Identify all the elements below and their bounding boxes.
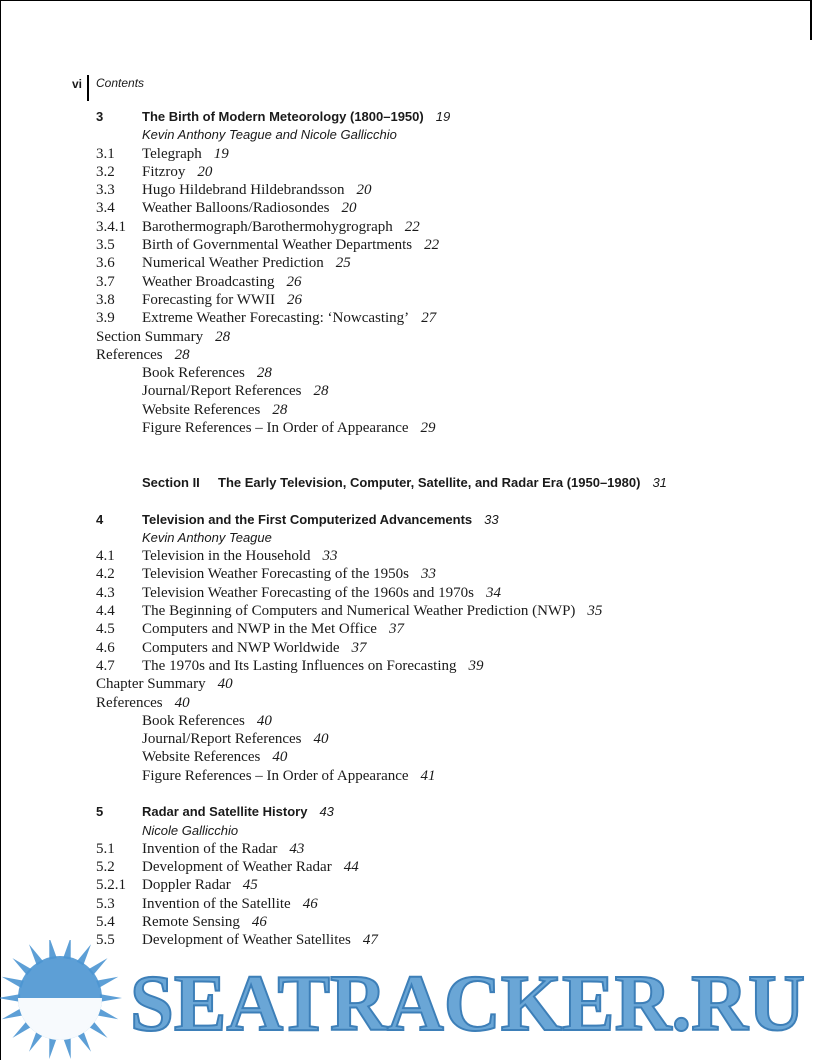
toc-reference-item <box>96 382 796 400</box>
entry-title: Figure References – In Order of Appearance <box>142 420 409 437</box>
toc-reference-item <box>96 712 796 730</box>
section-number: 4.2 <box>96 566 115 583</box>
header-rule <box>87 75 89 101</box>
entry-title: The Beginning of Computers and Numerical Weather Prediction (NWP) <box>142 603 576 620</box>
section-number: 4.4 <box>96 603 115 620</box>
entry-title: Website References <box>142 749 261 766</box>
entry-page: 40 <box>272 749 288 766</box>
chapter4-sections <box>96 547 796 675</box>
section-number: 3.1 <box>96 145 115 162</box>
entry-page: 34 <box>485 584 501 601</box>
chapter-page: 19 <box>435 109 451 124</box>
toc-section-entry <box>96 236 796 254</box>
entry-page: 40 <box>313 731 329 748</box>
section-number: 4.3 <box>96 584 115 601</box>
section-number: 4.7 <box>96 657 115 674</box>
authors-text: Nicole Gallicchio <box>142 822 239 838</box>
entry-page: 40 <box>256 712 272 729</box>
section-summary-entry <box>96 328 796 346</box>
toc-section-entry <box>96 584 796 602</box>
section-number: 3.4 <box>96 200 115 217</box>
entry-title: Forecasting for WWII <box>142 291 276 308</box>
entry-page: 25 <box>335 255 351 272</box>
entry-title: Television Weather Forecasting of the 1960s and 1970s <box>142 584 474 601</box>
chapter-authors <box>96 529 796 547</box>
part-label: Section II <box>142 474 200 490</box>
chapter-title: Television and the First Computerized Advancements <box>142 511 473 527</box>
entry-page: 20 <box>197 163 213 180</box>
entry-page: 37 <box>351 639 367 656</box>
section-number: 3.3 <box>96 182 115 199</box>
entry-page: 22 <box>404 218 420 235</box>
entry-page: 46 <box>251 914 267 931</box>
entry-page: 33 <box>322 548 338 565</box>
entry-page: 44 <box>343 859 359 876</box>
toc-section-entry <box>96 639 796 657</box>
entry-title: Website References <box>142 401 261 418</box>
toc-section-entry <box>96 145 796 163</box>
toc-section-entry <box>96 858 796 876</box>
references-page: 28 <box>174 346 190 363</box>
chapter-heading <box>96 511 796 529</box>
references-entry <box>96 346 796 364</box>
toc-section-entry <box>96 547 796 565</box>
sun-ray <box>49 1037 57 1060</box>
entry-page: 20 <box>356 182 372 199</box>
entry-title: Development of Weather Radar <box>142 859 332 876</box>
toc-section-entry <box>96 895 796 913</box>
section-number: 3.9 <box>96 310 115 327</box>
entry-page: 28 <box>272 401 288 418</box>
entry-title: Figure References – In Order of Appearance <box>142 767 409 784</box>
entry-title: The 1970s and Its Lasting Influences on Forecasting <box>142 657 457 674</box>
entry-page: 26 <box>287 291 303 308</box>
entry-title: Television in the Household <box>142 548 311 565</box>
entry-page: 26 <box>286 273 302 290</box>
entry-page: 35 <box>587 603 603 620</box>
entry-title: Journal/Report References <box>142 731 302 748</box>
section-number: 4.5 <box>96 621 115 638</box>
entry-page: 39 <box>468 657 484 674</box>
chapter-number: 5 <box>96 804 104 820</box>
toc-section-entry <box>96 273 796 291</box>
toc-section-entry <box>96 602 796 620</box>
chapter-authors <box>96 822 796 840</box>
authors-text: Kevin Anthony Teague and Nicole Gallicchio <box>142 127 397 143</box>
entry-page: 19 <box>213 145 229 162</box>
chapter-heading <box>96 803 796 821</box>
entry-page: 20 <box>341 200 357 217</box>
entry-page: 45 <box>242 877 258 894</box>
entry-title: Barothermograph/Barothermohygrograph <box>142 218 393 235</box>
entry-title: Journal/Report References <box>142 383 302 400</box>
section-number: 3.7 <box>96 273 115 290</box>
summary-title: Section Summary <box>96 328 204 345</box>
entry-title: Weather Balloons/Radiosondes <box>142 200 330 217</box>
toc-section-entry <box>96 876 796 894</box>
toc-reference-item <box>96 364 796 382</box>
toc-section-entry <box>96 291 796 309</box>
sun-logo-icon <box>0 940 122 1059</box>
section-number: 5.2 <box>96 859 115 876</box>
watermark <box>0 940 817 1060</box>
entry-page: 43 <box>289 840 305 857</box>
chapter3-reference-items <box>96 364 796 437</box>
section-number: 5.3 <box>96 895 115 912</box>
section-number: 3.8 <box>96 291 115 308</box>
entry-title: Doppler Radar <box>142 877 231 894</box>
toc-reference-item <box>96 748 796 766</box>
page-number: vi <box>72 77 83 91</box>
chapter5-sections <box>96 840 796 950</box>
section-number: 3.4.1 <box>96 218 126 235</box>
authors-text: Kevin Anthony Teague <box>142 529 272 545</box>
toc-section-entry <box>96 657 796 675</box>
section-number: 3.6 <box>96 255 115 272</box>
toc-section-entry <box>96 218 796 236</box>
entry-title: Telegraph <box>142 145 202 162</box>
entry-title: Hugo Hildebrand Hildebrandsson <box>142 182 345 199</box>
entry-title: Invention of the Radar <box>142 840 278 857</box>
toc-section-entry <box>96 199 796 217</box>
chapter-title: Radar and Satellite History <box>142 804 308 820</box>
summary-page: 40 <box>217 676 233 693</box>
entry-page: 46 <box>302 895 318 912</box>
summary-page: 28 <box>215 328 231 345</box>
entry-page: 28 <box>256 365 272 382</box>
entry-title: Book References <box>142 365 245 382</box>
toc-section-entry <box>96 840 796 858</box>
entry-page: 29 <box>420 420 436 437</box>
toc-reference-item <box>96 730 796 748</box>
toc-section-entry <box>96 163 796 181</box>
references-title: References <box>96 694 163 711</box>
toc-section-entry <box>96 620 796 638</box>
entry-title: Numerical Weather Prediction <box>142 255 324 272</box>
part-heading <box>96 474 796 492</box>
section-number: 4.6 <box>96 639 115 656</box>
entry-title: Computers and NWP in the Met Office <box>142 621 377 638</box>
references-entry <box>96 694 796 712</box>
entry-page: 33 <box>420 566 436 583</box>
section-number: 5.5 <box>96 932 115 949</box>
entry-title: Computers and NWP Worldwide <box>142 639 340 656</box>
entry-page: 47 <box>362 932 378 949</box>
entry-title: Birth of Governmental Weather Departments <box>142 237 413 254</box>
chapter-summary-entry <box>96 675 796 693</box>
table-of-contents <box>96 108 796 950</box>
chapter-title: The Birth of Modern Meteorology (1800–1950) <box>142 109 424 124</box>
references-page: 40 <box>174 694 190 711</box>
chapter-page: 33 <box>484 511 499 527</box>
part-page: 31 <box>652 474 667 490</box>
section-number: 5.1 <box>96 840 115 857</box>
toc-section-entry <box>96 913 796 931</box>
entry-page: 28 <box>313 383 329 400</box>
chapter-authors <box>96 126 796 144</box>
entry-page: 22 <box>424 237 440 254</box>
chapter4-reference-items <box>96 712 796 785</box>
entry-page: 37 <box>388 621 404 638</box>
chapter-page: 43 <box>319 804 334 820</box>
part-title: The Early Television, Computer, Satellite, and Radar Era (1950–1980) <box>218 474 641 490</box>
toc-reference-item <box>96 767 796 785</box>
section-number: 5.4 <box>96 914 115 931</box>
entry-title: Remote Sensing <box>142 914 240 931</box>
top-border <box>0 0 811 1</box>
toc-reference-item <box>96 401 796 419</box>
right-border-tick <box>810 0 812 40</box>
entry-title: Fitzroy <box>142 163 186 180</box>
watermark-text: SEATRACKER.RU <box>130 960 805 1048</box>
toc-reference-item <box>96 419 796 437</box>
references-title: References <box>96 346 163 363</box>
toc-section-entry <box>96 181 796 199</box>
entry-title: Television Weather Forecasting of the 1950s <box>142 566 409 583</box>
toc-section-entry <box>96 309 796 327</box>
chapter3-sections <box>96 145 796 328</box>
section-number: 4.1 <box>96 548 115 565</box>
chapter-number: 4 <box>96 511 104 527</box>
sun-ray <box>0 994 20 1002</box>
entry-title: Book References <box>142 712 245 729</box>
running-title: Contents <box>96 76 145 90</box>
chapter-number: 3 <box>96 109 104 124</box>
toc-section-entry <box>96 565 796 583</box>
left-border <box>0 0 1 1060</box>
toc-section-entry <box>96 254 796 272</box>
sun-ray <box>100 994 122 1002</box>
section-number: 5.2.1 <box>96 877 126 894</box>
sun-ray <box>63 1037 71 1060</box>
entry-title: Development of Weather Satellites <box>142 932 351 949</box>
chapter-heading <box>96 108 796 126</box>
entry-title: Invention of the Satellite <box>142 895 291 912</box>
entry-title: Weather Broadcasting <box>142 273 275 290</box>
summary-title: Chapter Summary <box>96 676 206 693</box>
entry-page: 27 <box>421 310 437 327</box>
entry-title: Extreme Weather Forecasting: ‘Nowcasting’ <box>142 310 410 327</box>
entry-page: 41 <box>420 767 436 784</box>
section-number: 3.5 <box>96 237 115 254</box>
section-number: 3.2 <box>96 163 115 180</box>
